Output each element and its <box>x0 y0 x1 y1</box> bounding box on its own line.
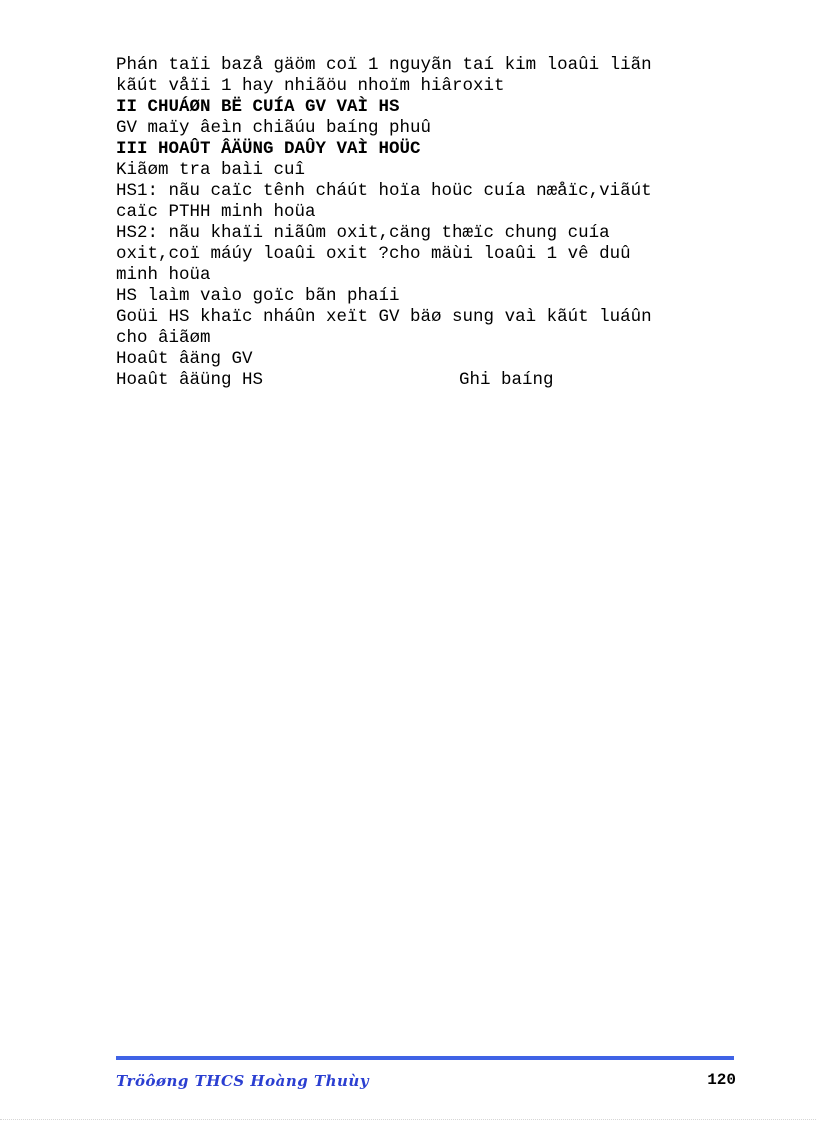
body-line: Kiãøm tra baìi cuî <box>116 160 306 180</box>
body-line: GV maïy âeìn chiãúu baíng phuû <box>116 118 432 138</box>
body-line: Goüi HS khaïc nháûn xeït GV bäø sung vaì kãút luáûn <box>116 307 652 327</box>
table-header-line <box>116 370 736 391</box>
page-number: 120 <box>707 1071 736 1089</box>
body-line: minh hoüa <box>116 265 211 285</box>
body-line: Hoaût âäng GV <box>116 349 253 369</box>
section-heading: II CHUÁØN BË CUÍA GV VAÌ HS <box>116 97 400 117</box>
body-line: HS2: nãu khaïi niãûm oxit,cäng thæïc chung cuía <box>116 223 610 243</box>
body-line: HS1: nãu caïc tênh cháút hoïa hoüc cuía næåïc,viãút <box>116 181 652 201</box>
footer-school-name: Tröôøng THCS Hoàng Thuùy <box>116 1072 370 1090</box>
body-line: caïc PTHH minh hoüa <box>116 202 316 222</box>
page-edge-divider <box>0 1119 816 1120</box>
body-line: kãút våïi 1 hay nhiãöu nhoïm hiâroxit <box>116 76 505 96</box>
body-line: oxit,coï máúy loaûi oxit ?cho mäùi loaûi 1 vê duû <box>116 244 631 264</box>
column-label-board-notes: Ghi baíng <box>459 370 554 390</box>
body-line: cho âiãøm <box>116 328 211 348</box>
body-line: HS laìm vaìo goïc bãn phaíi <box>116 286 400 306</box>
footer-rule <box>116 1056 734 1060</box>
section-heading: III HOAÛT ÂÄÜNG DAÛY VAÌ HOÜC <box>116 139 421 159</box>
body-line: Phán taïi bazå gäöm coï 1 nguyãn taí kim loaûi liãn <box>116 55 652 75</box>
document-body <box>116 55 736 391</box>
column-label-hs-activity: Hoaût âäüng HS <box>116 370 264 390</box>
